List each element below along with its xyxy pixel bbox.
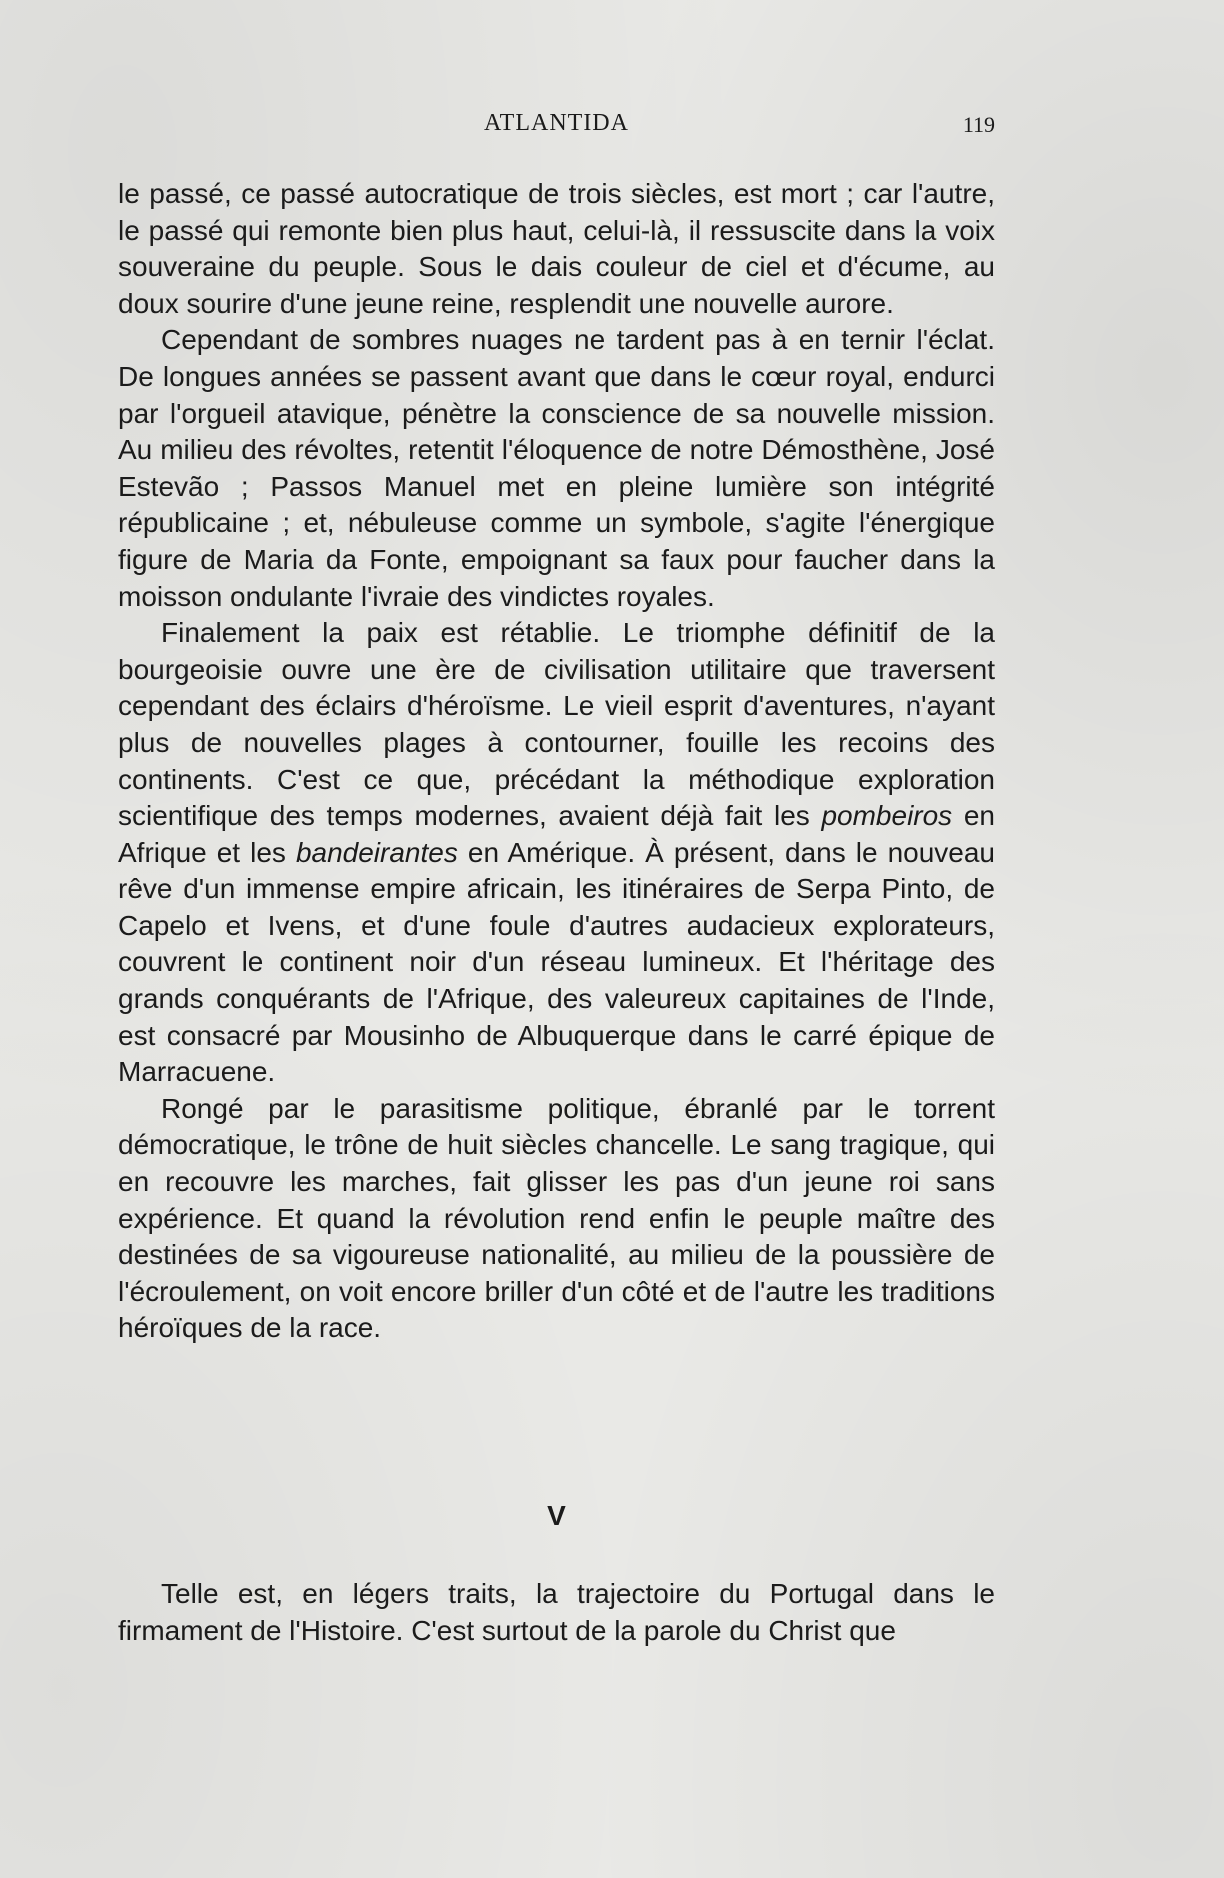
paragraph-5: Telle est, en légers traits, la trajectoire du Portugal dans le firmament de l'Histoire. C'est surtout de la parole du Christ que — [118, 1578, 995, 1646]
section-text — [118, 1576, 995, 1649]
paragraph-2: Cependant de sombres nuages ne tardent pas à en ternir l'éclat. De longues années se passent avant que dans le cœur royal, endurci par l'orgueil atavique, pénètre la conscience de sa nouvelle mission. Au milieu des révoltes, retentit l'éloquence de notre Démosthène, José Estevão ; Passos Manuel met en pleine lumière son intégrité républicaine ; et, nébuleuse comme un symbole, s'agite l'énergique figure de Maria da Fonte, empoignant sa faux pour faucher dans la moisson ondulante l'ivraie des vindictes royales. — [118, 324, 995, 612]
paragraph-3-part-b: en Afrique et les — [118, 800, 995, 868]
paragraph-3 — [118, 615, 995, 1091]
paragraph-4: Rongé par le parasitisme politique, ébranlé par le torrent démocratique, le trône de huit siècles chancelle. Le sang tragique, qui en recouvre les marches, fait glisser les pas d'un jeune roi sans expérience. Et quand la révolution rend enfin le peuple maître des destinées de sa vigoureuse nationalité, au milieu de la poussière de l'écroulement, on voit encore briller d'un côté et de l'autre les traditions héroïques de la race. — [118, 1092, 995, 1344]
running-title: ATLANTIDA — [484, 110, 629, 136]
paragraph-1: le passé, ce passé autocratique de trois siècles, est mort ; car l'autre, le passé qui remonte bien plus haut, celui-là, il ressuscite dans la voix souveraine du peuple. Sous le dais couleur de ciel et d'écume, au doux sourire d'une jeune reine, resplendit une nouvelle aurore. — [118, 178, 995, 319]
paragraph-3-part-c: en Amérique. À présent, dans le nouveau rêve d'un immense empire africain, les itinéraires de Serpa Pinto, de Capelo et Ivens, et d'une foule d'autres audacieux explorateurs, couvrent le continent noir d'un réseau lumineux. Et l'héritage des grands conquérants de l'Afrique, des valeureux capitaines de l'Inde, est consacré par Mousinho de Albuquerque dans le carré épique de Marracuene. — [118, 836, 995, 1088]
emphasis-pombeiros: pombeiros — [821, 800, 953, 832]
section-heading: V — [547, 1500, 566, 1531]
paragraph-3-part-a: Finalement la paix est rétablie. Le triomphe définitif de la bourgeoisie ouvre une ère de civilisation utilitaire que traversent cependant des éclairs d'héroïsme. Le vieil esprit d'aventures, n'ayant plus de nouvelles plages à contourner, fouille les recoins des continents. C'est ce que, précédant la méthodique exploration scientifique des temps modernes, avaient déjà fait les — [118, 617, 995, 832]
main-text — [118, 176, 995, 1347]
running-head — [118, 110, 995, 142]
page-number: 119 — [962, 112, 995, 137]
emphasis-bandeirantes: bandeirantes — [295, 836, 458, 868]
